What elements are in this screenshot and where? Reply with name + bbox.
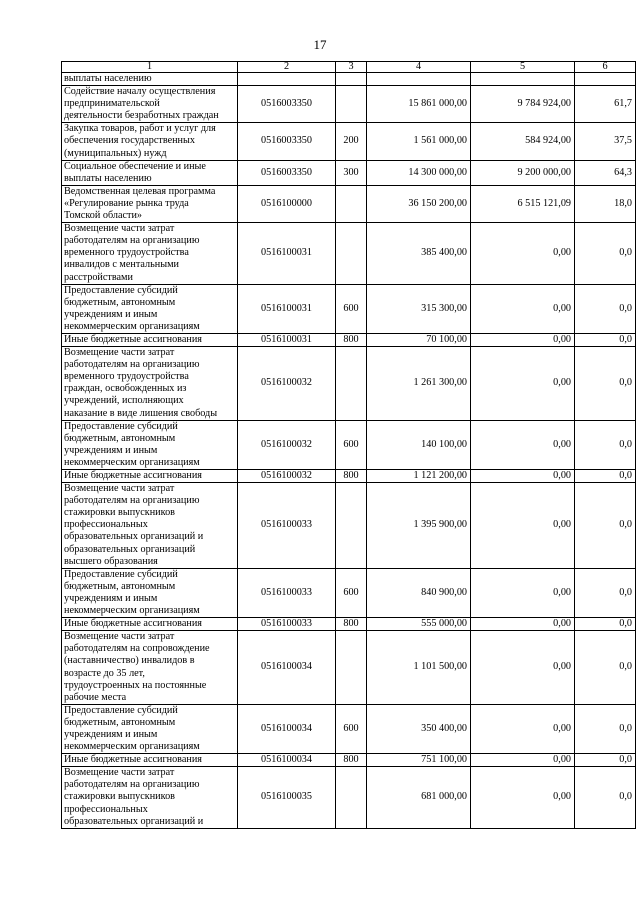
percent-cell: 0,0 (575, 767, 636, 828)
budget-code-cell: 0516003350 (238, 160, 336, 185)
actual-amount-cell: 584 924,00 (471, 123, 575, 160)
planned-amount-cell: 385 400,00 (367, 223, 471, 284)
table-row (62, 420, 636, 469)
item-name-cell (62, 333, 238, 346)
column-header: 1 (62, 62, 238, 73)
budget-code-cell: 0516100000 (238, 185, 336, 222)
item-name-line: граждан, освобожденных из (64, 383, 187, 395)
planned-amount-cell: 140 100,00 (367, 420, 471, 469)
table-row (62, 568, 636, 617)
column-header: 3 (336, 62, 367, 73)
budget-code-cell: 0516100033 (238, 568, 336, 617)
table-row (62, 86, 636, 123)
item-name-line: (наставничество) инвалидов в (64, 655, 195, 667)
percent-cell: 0,0 (575, 483, 636, 569)
planned-amount-cell: 681 000,00 (367, 767, 471, 828)
item-name-cell (62, 767, 238, 828)
item-name-cell (62, 568, 238, 617)
actual-amount-cell (471, 73, 575, 86)
planned-amount-cell: 1 561 000,00 (367, 123, 471, 160)
item-name-line: стажировки выпускников (64, 791, 175, 803)
item-name-line: учреждениям и иным (64, 444, 158, 456)
item-name-line: работодателям на организацию (64, 779, 200, 791)
table-row (62, 284, 636, 333)
item-name-line: (муниципальных) нужд (64, 147, 167, 159)
actual-amount-cell: 0,00 (471, 767, 575, 828)
expense-type-cell: 800 (336, 333, 367, 346)
planned-amount-cell: 555 000,00 (367, 618, 471, 631)
item-name-line: некоммерческим организациям (64, 320, 200, 332)
actual-amount-cell: 0,00 (471, 704, 575, 753)
expense-type-cell (336, 185, 367, 222)
budget-code-cell: 0516100034 (238, 704, 336, 753)
percent-cell: 0,0 (575, 284, 636, 333)
table-row (62, 333, 636, 346)
item-name-cell (62, 470, 238, 483)
expense-type-cell: 800 (336, 470, 367, 483)
item-name-line: Иные бюджетные ассигнования (64, 754, 202, 766)
item-name-line: работодателям на организацию (64, 359, 200, 371)
table-row (62, 123, 636, 160)
budget-code-cell: 0516100032 (238, 420, 336, 469)
table-row (62, 347, 636, 421)
expense-type-cell (336, 347, 367, 421)
item-name-line: образовательных организаций (64, 543, 196, 555)
percent-cell: 37,5 (575, 123, 636, 160)
item-name-line: выплаты населению (64, 73, 152, 84)
expense-type-cell: 600 (336, 704, 367, 753)
item-name-line: «Регулирование рынка труда (64, 197, 189, 209)
percent-cell: 18,0 (575, 185, 636, 222)
percent-cell: 0,0 (575, 420, 636, 469)
item-name-line: Закупка товаров, работ и услуг для (64, 123, 216, 135)
table-row (62, 618, 636, 631)
actual-amount-cell: 0,00 (471, 470, 575, 483)
budget-code-cell: 0516100031 (238, 284, 336, 333)
item-name-line: инвалидов с ментальными (64, 259, 179, 271)
planned-amount-cell: 1 395 900,00 (367, 483, 471, 569)
item-name-line: некоммерческим организациям (64, 741, 200, 753)
actual-amount-cell: 0,00 (471, 483, 575, 569)
item-name-line: деятельности безработных граждан (64, 110, 219, 122)
planned-amount-cell: 15 861 000,00 (367, 86, 471, 123)
item-name-line: стажировки выпускников (64, 507, 175, 519)
item-name-cell (62, 86, 238, 123)
actual-amount-cell: 0,00 (471, 347, 575, 421)
item-name-line: учреждениям и иным (64, 308, 158, 320)
item-name-line: временного трудоустройства (64, 371, 189, 383)
table-row (62, 704, 636, 753)
item-name-cell (62, 73, 238, 86)
item-name-cell (62, 160, 238, 185)
planned-amount-cell: 14 300 000,00 (367, 160, 471, 185)
actual-amount-cell: 0,00 (471, 333, 575, 346)
planned-amount-cell: 1 121 200,00 (367, 470, 471, 483)
item-name-line: Предоставление субсидий (64, 284, 178, 296)
column-header: 4 (367, 62, 471, 73)
actual-amount-cell: 0,00 (471, 420, 575, 469)
item-name-cell (62, 284, 238, 333)
item-name-line: работодателям на организацию (64, 235, 200, 247)
table-header-row (62, 62, 636, 73)
planned-amount-cell: 840 900,00 (367, 568, 471, 617)
expense-type-cell (336, 86, 367, 123)
planned-amount-cell: 350 400,00 (367, 704, 471, 753)
budget-code-cell: 0516100032 (238, 470, 336, 483)
planned-amount-cell: 36 150 200,00 (367, 185, 471, 222)
actual-amount-cell: 0,00 (471, 284, 575, 333)
expense-type-cell (336, 223, 367, 284)
expense-type-cell: 300 (336, 160, 367, 185)
item-name-line: профессиональных (64, 803, 148, 815)
expense-type-cell (336, 483, 367, 569)
item-name-line: работодателям на сопровождение (64, 643, 210, 655)
item-name-line: обеспечения государственных (64, 135, 195, 147)
item-name-line: учреждений, исполняющих (64, 395, 184, 407)
percent-cell: 0,0 (575, 568, 636, 617)
percent-cell: 61,7 (575, 86, 636, 123)
percent-cell: 0,0 (575, 631, 636, 705)
table-row (62, 223, 636, 284)
budget-code-cell: 0516003350 (238, 86, 336, 123)
item-name-cell (62, 347, 238, 421)
item-name-line: Предоставление субсидий (64, 420, 178, 432)
actual-amount-cell: 0,00 (471, 223, 575, 284)
percent-cell: 0,0 (575, 347, 636, 421)
item-name-cell (62, 223, 238, 284)
budget-code-cell: 0516100031 (238, 223, 336, 284)
item-name-line: трудоустроенных на постоянные (64, 679, 207, 691)
item-name-cell (62, 123, 238, 160)
planned-amount-cell: 1 261 300,00 (367, 347, 471, 421)
column-header: 2 (238, 62, 336, 73)
table-row (62, 767, 636, 828)
expense-type-cell: 600 (336, 568, 367, 617)
table-row (62, 160, 636, 185)
item-name-line: высшего образования (64, 555, 158, 567)
expense-type-cell (336, 631, 367, 705)
budget-code-cell: 0516100034 (238, 754, 336, 767)
actual-amount-cell: 0,00 (471, 568, 575, 617)
item-name-cell (62, 754, 238, 767)
item-name-line: Возмещение части затрат (64, 347, 175, 359)
item-name-line: бюджетным, автономным (64, 432, 176, 444)
item-name-line: некоммерческим организациям (64, 456, 200, 468)
budget-table (61, 61, 636, 829)
item-name-line: профессиональных (64, 519, 148, 531)
budget-code-cell (238, 73, 336, 86)
item-name-line: предпринимательской (64, 98, 160, 110)
item-name-line: бюджетным, автономным (64, 580, 176, 592)
planned-amount-cell (367, 73, 471, 86)
item-name-line: бюджетным, автономным (64, 716, 176, 728)
item-name-cell (62, 420, 238, 469)
table-row (62, 631, 636, 705)
item-name-line: Возмещение части затрат (64, 767, 175, 779)
percent-cell: 0,0 (575, 470, 636, 483)
actual-amount-cell: 6 515 121,09 (471, 185, 575, 222)
budget-code-cell: 0516100033 (238, 618, 336, 631)
actual-amount-cell: 0,00 (471, 618, 575, 631)
table-row (62, 185, 636, 222)
item-name-line: образовательных организаций и (64, 815, 204, 827)
item-name-line: бюджетным, автономным (64, 296, 176, 308)
item-name-line: Иные бюджетные ассигнования (64, 618, 202, 630)
actual-amount-cell: 9 200 000,00 (471, 160, 575, 185)
item-name-line: учреждениям и иным (64, 592, 158, 604)
item-name-line: временного трудоустройства (64, 247, 189, 259)
percent-cell: 0,0 (575, 333, 636, 346)
expense-type-cell: 200 (336, 123, 367, 160)
budget-code-cell: 0516003350 (238, 123, 336, 160)
budget-code-cell: 0516100035 (238, 767, 336, 828)
budget-code-cell: 0516100034 (238, 631, 336, 705)
item-name-line: Содействие началу осуществления (64, 86, 216, 98)
table-row (62, 73, 636, 86)
percent-cell: 64,3 (575, 160, 636, 185)
item-name-line: возрасте до 35 лет, (64, 667, 145, 679)
expense-type-cell (336, 73, 367, 86)
page-number: 17 (313, 37, 327, 52)
item-name-line: Иные бюджетные ассигнования (64, 333, 202, 345)
item-name-line: выплаты населению (64, 172, 152, 184)
item-name-line: рабочие места (64, 691, 127, 703)
item-name-line: Возмещение части затрат (64, 631, 175, 643)
percent-cell: 0,0 (575, 223, 636, 284)
item-name-cell (62, 631, 238, 705)
percent-cell (575, 73, 636, 86)
planned-amount-cell: 70 100,00 (367, 333, 471, 346)
item-name-line: Социальное обеспечение и иные (64, 160, 206, 172)
budget-code-cell: 0516100033 (238, 483, 336, 569)
expense-type-cell (336, 767, 367, 828)
item-name-line: Ведомственная целевая программа (64, 185, 216, 197)
item-name-line: некоммерческим организациям (64, 605, 200, 617)
column-header: 6 (575, 62, 636, 73)
item-name-line: расстройствами (64, 271, 133, 283)
actual-amount-cell: 0,00 (471, 631, 575, 705)
percent-cell: 0,0 (575, 618, 636, 631)
table-row (62, 754, 636, 767)
table-row (62, 470, 636, 483)
item-name-cell (62, 618, 238, 631)
planned-amount-cell: 1 101 500,00 (367, 631, 471, 705)
item-name-line: Возмещение части затрат (64, 223, 175, 235)
expense-type-cell: 800 (336, 618, 367, 631)
item-name-cell (62, 704, 238, 753)
item-name-cell (62, 483, 238, 569)
budget-code-cell: 0516100031 (238, 333, 336, 346)
expense-type-cell: 600 (336, 284, 367, 333)
percent-cell: 0,0 (575, 704, 636, 753)
item-name-line: Предоставление субсидий (64, 568, 178, 580)
percent-cell: 0,0 (575, 754, 636, 767)
item-name-line: Возмещение части затрат (64, 483, 175, 495)
actual-amount-cell: 9 784 924,00 (471, 86, 575, 123)
item-name-cell (62, 185, 238, 222)
expense-type-cell: 600 (336, 420, 367, 469)
item-name-line: работодателям на организацию (64, 495, 200, 507)
column-header: 5 (471, 62, 575, 73)
item-name-line: учреждениям и иным (64, 728, 158, 740)
item-name-line: Иные бюджетные ассигнования (64, 470, 202, 481)
expense-type-cell: 800 (336, 754, 367, 767)
planned-amount-cell: 751 100,00 (367, 754, 471, 767)
item-name-line: Томской области» (64, 210, 142, 222)
actual-amount-cell: 0,00 (471, 754, 575, 767)
item-name-line: образовательных организаций и (64, 531, 204, 543)
table-row (62, 483, 636, 569)
item-name-line: наказание в виде лишения свободы (64, 407, 218, 419)
planned-amount-cell: 315 300,00 (367, 284, 471, 333)
item-name-line: Предоставление субсидий (64, 704, 178, 716)
budget-code-cell: 0516100032 (238, 347, 336, 421)
